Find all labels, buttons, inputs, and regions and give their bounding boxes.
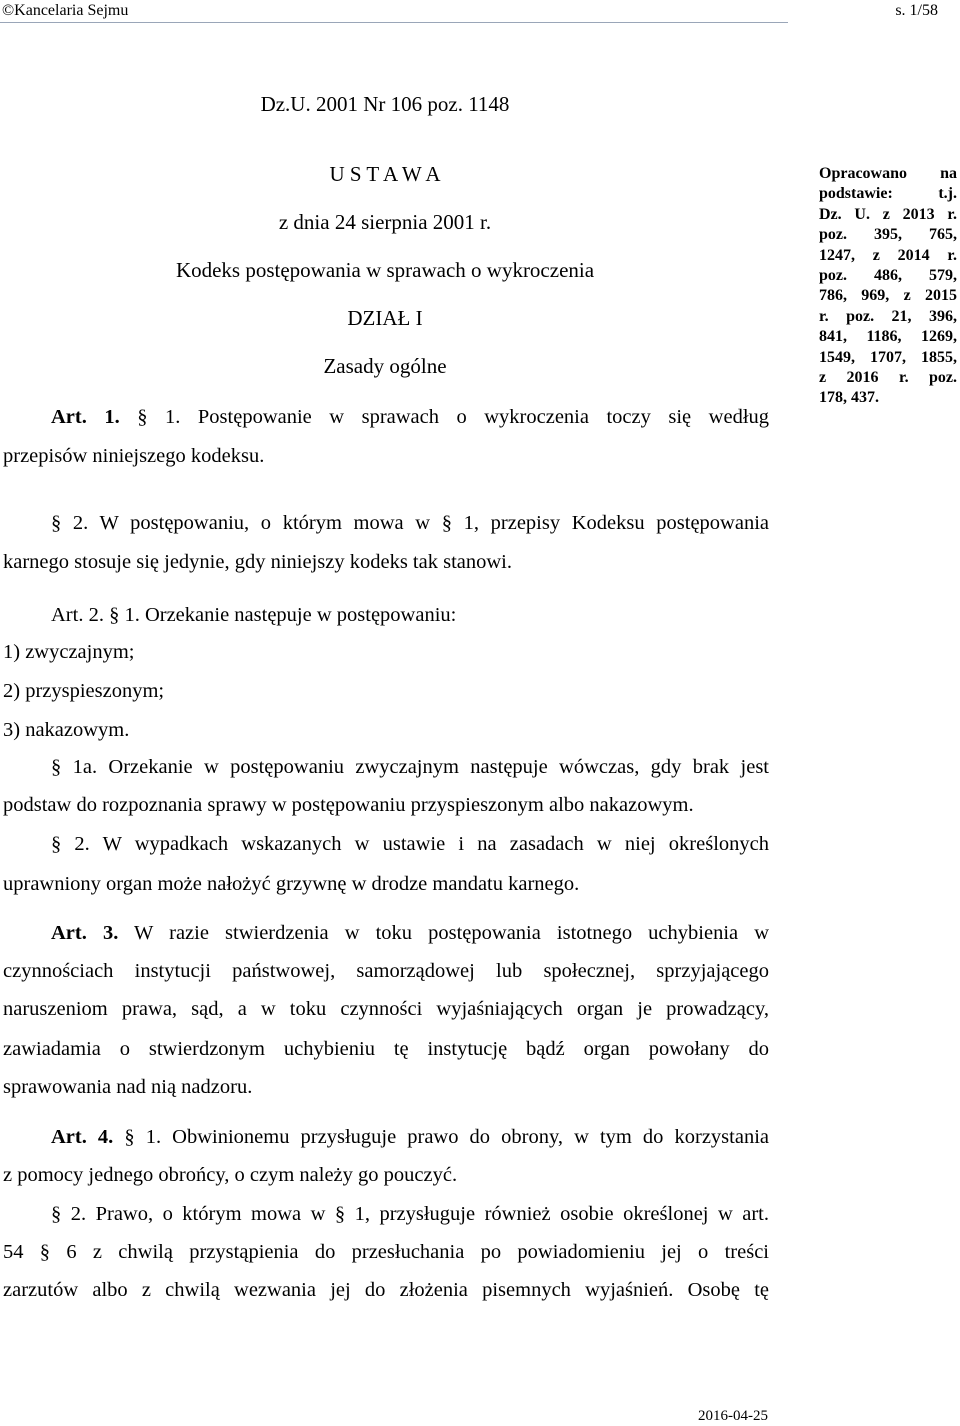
journal-reference: Dz.U. 2001 Nr 106 poz. 1148 xyxy=(260,92,510,116)
article-1-paragraph-1-line xyxy=(51,406,769,429)
article-3-text: W razie stwierdzenia w toku postępowania istotnego uchybienia w xyxy=(134,922,769,944)
header-copyright: ©Kancelaria Sejmu xyxy=(2,2,129,19)
footer-date: 2016-04-25 xyxy=(698,1408,768,1424)
article-1-text: § 1. Postępowanie w sprawach o wykroczenia toczy się według xyxy=(137,406,770,428)
act-name: Kodeks postępowania w sprawach o wykroczenia xyxy=(175,258,595,282)
source-note-line: z 2016 r. poz. xyxy=(819,369,957,387)
article-2-paragraph-1a-line: podstaw do rozpoznania sprawy w postępowaniu przyspieszonym albo nakazowym. xyxy=(3,794,694,816)
article-1-paragraph-2-line: karnego stosuje się jedynie, gdy niniejszy kodeks tak stanowi. xyxy=(3,551,512,573)
source-note-line: poz. 486, 579, xyxy=(819,267,957,285)
article-2-paragraph-1a-line: § 1a. Orzekanie w postępowaniu zwyczajnym następuje wówczas, gdy brak jest xyxy=(51,756,769,778)
article-4-paragraph-2-line: § 2. Prawo, o którym mowa w § 1, przysługuje również osobie określonej w art. xyxy=(51,1203,769,1225)
article-1-paragraph-2-line: § 2. W postępowaniu, o którym mowa w § 1, przepisy Kodeksu postępowania xyxy=(51,512,769,534)
source-note-line: 1247, z 2014 r. xyxy=(819,246,957,264)
article-3-line: sprawowania nad nią nadzoru. xyxy=(3,1076,253,1098)
source-note xyxy=(819,164,957,409)
article-1-heading: Art. 1. xyxy=(51,406,120,428)
source-note-line: 841, 1186, 1269, xyxy=(819,328,957,346)
page-number: s. 1/58 xyxy=(895,2,938,19)
article-3-heading: Art. 3. xyxy=(51,922,119,944)
article-3-line: zawiadamia o stwierdzonym uchybieniu tę instytucję bądź organ powołany do xyxy=(3,1038,769,1060)
article-2-heading: Art. 2. xyxy=(51,604,104,626)
source-note-line: 1549, 1707, 1855, xyxy=(819,348,957,366)
list-item: 1) zwyczajnym; xyxy=(3,641,135,663)
article-2-text: § 1. Orzekanie następuje w postępowaniu: xyxy=(109,604,457,626)
act-date: z dnia 24 sierpnia 2001 r. xyxy=(278,210,492,234)
source-note-line: podstawie: t.j. xyxy=(819,185,957,203)
article-4-paragraph-2-line: zarzutów albo z chwilą wezwania jej do złożenia pisemnych wyjaśnień. Osobę tę xyxy=(3,1279,769,1301)
article-4-heading: Art. 4. xyxy=(51,1126,114,1148)
act-type: U S T A W A xyxy=(329,162,441,186)
article-1-paragraph-1-line: przepisów niniejszego kodeksu. xyxy=(3,445,265,467)
article-4-paragraph-1-line xyxy=(51,1126,769,1149)
article-4-paragraph-1-line: z pomocy jednego obrońcy, o czym należy go pouczyć. xyxy=(3,1164,458,1186)
article-3-line: czynnościach instytucji państwowej, samorządowej lub społecznej, sprzyjającego xyxy=(3,960,769,982)
list-item: 3) nakazowym. xyxy=(3,719,130,741)
article-4-paragraph-2-line: 54 § 6 z chwilą przystąpienia do przesłuchania po powiadomieniu jej o treści xyxy=(3,1241,769,1263)
source-note-line: 178, 437. xyxy=(819,389,879,407)
source-note-line: poz. 395, 765, xyxy=(819,226,957,244)
article-2-paragraph-2-line: uprawniony organ może nałożyć grzywnę w drodze mandatu karnego. xyxy=(3,873,580,895)
article-2-paragraph-1 xyxy=(51,604,456,627)
header-divider xyxy=(0,22,788,23)
article-4-text: § 1. Obwinionemu przysługuje prawo do obrony, w tym do korzystania xyxy=(124,1126,769,1148)
source-note-line: r. poz. 21, 396, xyxy=(819,307,957,325)
article-2-paragraph-2-line: § 2. W wypadkach wskazanych w ustawie i na zasadach w niej określonych xyxy=(51,833,769,855)
list-item: 2) przyspieszonym; xyxy=(3,680,165,702)
source-note-line: Dz. U. z 2013 r. xyxy=(819,205,957,223)
article-3-line xyxy=(51,922,769,945)
source-note-line: 786, 969, z 2015 xyxy=(819,287,957,305)
division-number: DZIAŁ I xyxy=(347,306,423,330)
source-note-line: Opracowano na xyxy=(819,165,957,182)
article-3-line: naruszeniom prawa, sąd, a w toku czynności wyjaśniających organ je prowadzący, xyxy=(3,998,769,1020)
division-title: Zasady ogólne xyxy=(323,354,447,378)
